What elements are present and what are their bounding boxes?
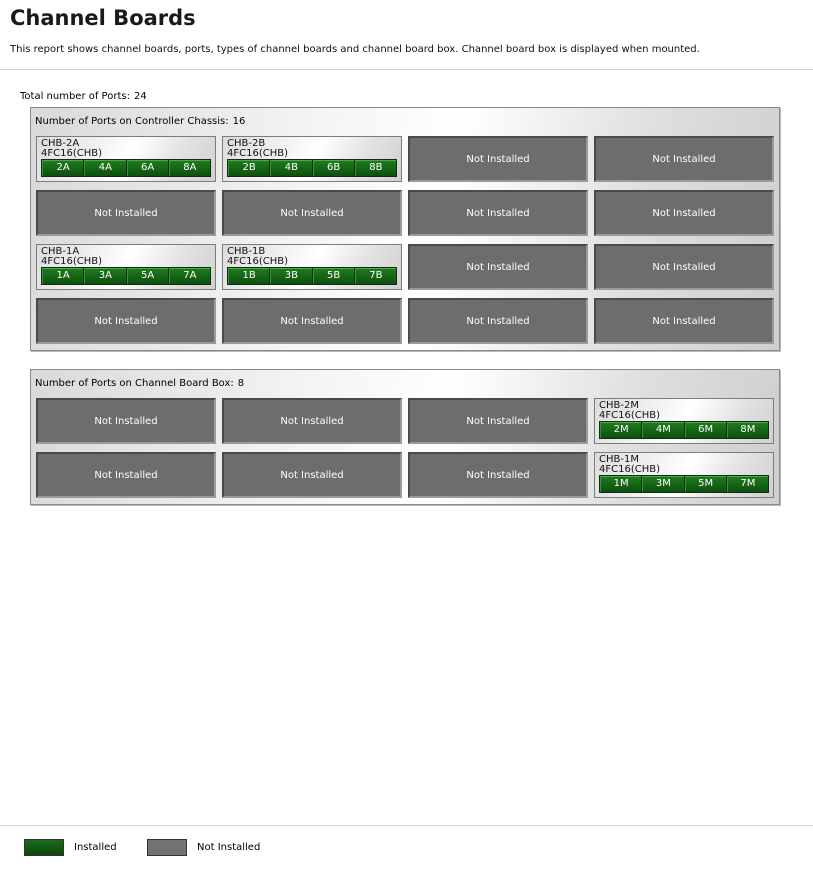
port-row xyxy=(227,267,397,285)
channel-board xyxy=(36,136,216,182)
board-name: CHB-2A xyxy=(41,138,80,149)
board-name: CHB-1M xyxy=(599,454,639,465)
not-installed-label: Not Installed xyxy=(466,261,530,273)
empty-slot xyxy=(222,298,402,344)
board-name: CHB-1B xyxy=(227,246,266,257)
controller-chassis-panel xyxy=(30,107,780,351)
not-installed-label: Not Installed xyxy=(652,153,716,165)
empty-slot xyxy=(408,244,588,290)
port-row xyxy=(599,421,769,439)
port[interactable]: 7M xyxy=(727,476,768,492)
channel-board-box-panel xyxy=(30,369,780,505)
empty-slot xyxy=(36,452,216,498)
board-type: 4FC16(CHB) xyxy=(599,410,660,421)
box-ports-value: 8 xyxy=(237,378,245,389)
port[interactable]: 1A xyxy=(42,268,83,284)
not-installed-label: Not Installed xyxy=(652,207,716,219)
empty-slot xyxy=(408,298,588,344)
board-type: 4FC16(CHB) xyxy=(41,148,102,159)
legend-installed-label: Installed xyxy=(74,842,117,853)
empty-slot xyxy=(222,452,402,498)
total-ports xyxy=(20,91,151,102)
port[interactable]: 3M xyxy=(642,476,683,492)
legend-not-installed-swatch xyxy=(147,839,187,856)
empty-slot xyxy=(408,136,588,182)
channel-board xyxy=(36,244,216,290)
port[interactable]: 4A xyxy=(84,160,125,176)
empty-slot xyxy=(222,190,402,236)
not-installed-label: Not Installed xyxy=(94,469,158,481)
port[interactable]: 6A xyxy=(127,160,168,176)
total-ports-label: Total number of Ports: xyxy=(20,91,130,102)
board-name: CHB-2M xyxy=(599,400,639,411)
header-divider xyxy=(0,69,813,70)
port[interactable]: 6B xyxy=(313,160,354,176)
port[interactable]: 2M xyxy=(600,422,641,438)
empty-slot xyxy=(594,136,774,182)
port-row xyxy=(227,159,397,177)
channel-board-box-slots xyxy=(36,398,774,498)
not-installed-label: Not Installed xyxy=(94,415,158,427)
total-ports-value: 24 xyxy=(133,91,147,102)
port[interactable]: 3B xyxy=(270,268,311,284)
empty-slot xyxy=(408,190,588,236)
port[interactable]: 6M xyxy=(685,422,726,438)
port[interactable]: 7A xyxy=(169,268,210,284)
port[interactable]: 2A xyxy=(42,160,83,176)
not-installed-label: Not Installed xyxy=(652,315,716,327)
port[interactable]: 7B xyxy=(355,268,396,284)
footer-divider xyxy=(0,825,813,826)
port[interactable]: 5A xyxy=(127,268,168,284)
port-row xyxy=(41,267,211,285)
port-row xyxy=(599,475,769,493)
not-installed-label: Not Installed xyxy=(94,315,158,327)
page-title: Channel Boards xyxy=(10,6,196,30)
legend-installed-swatch xyxy=(24,839,64,856)
not-installed-label: Not Installed xyxy=(280,315,344,327)
legend xyxy=(0,839,813,859)
empty-slot xyxy=(222,398,402,444)
port[interactable]: 8B xyxy=(355,160,396,176)
board-name: CHB-1A xyxy=(41,246,80,257)
channel-board-box-header xyxy=(35,378,248,389)
not-installed-label: Not Installed xyxy=(466,469,530,481)
port[interactable]: 8M xyxy=(727,422,768,438)
legend-not-installed-label: Not Installed xyxy=(197,842,261,853)
empty-slot xyxy=(594,244,774,290)
empty-slot xyxy=(594,298,774,344)
channel-board xyxy=(222,244,402,290)
board-type: 4FC16(CHB) xyxy=(227,256,288,267)
not-installed-label: Not Installed xyxy=(652,261,716,273)
channel-board xyxy=(594,452,774,498)
board-name: CHB-2B xyxy=(227,138,266,149)
board-type: 4FC16(CHB) xyxy=(227,148,288,159)
not-installed-label: Not Installed xyxy=(280,415,344,427)
port[interactable]: 4M xyxy=(642,422,683,438)
empty-slot xyxy=(594,190,774,236)
port[interactable]: 3A xyxy=(84,268,125,284)
not-installed-label: Not Installed xyxy=(280,207,344,219)
empty-slot xyxy=(408,452,588,498)
port[interactable]: 5B xyxy=(313,268,354,284)
board-type: 4FC16(CHB) xyxy=(41,256,102,267)
not-installed-label: Not Installed xyxy=(466,315,530,327)
not-installed-label: Not Installed xyxy=(280,469,344,481)
port[interactable]: 1B xyxy=(228,268,269,284)
port[interactable]: 1M xyxy=(600,476,641,492)
port[interactable]: 8A xyxy=(169,160,210,176)
controller-chassis-header xyxy=(35,116,249,127)
page-description: This report shows channel boards, ports, types of channel boards and channel board box. Channel board box is displayed when mounted. xyxy=(10,44,700,55)
board-type: 4FC16(CHB) xyxy=(599,464,660,475)
empty-slot xyxy=(36,398,216,444)
port[interactable]: 4B xyxy=(270,160,311,176)
empty-slot xyxy=(36,190,216,236)
not-installed-label: Not Installed xyxy=(466,207,530,219)
empty-slot xyxy=(36,298,216,344)
port[interactable]: 2B xyxy=(228,160,269,176)
controller-chassis-slots xyxy=(36,136,774,344)
chassis-ports-label: Number of Ports on Controller Chassis: xyxy=(35,116,229,127)
empty-slot xyxy=(408,398,588,444)
channel-board xyxy=(594,398,774,444)
not-installed-label: Not Installed xyxy=(466,153,530,165)
port-row xyxy=(41,159,211,177)
chassis-ports-value: 16 xyxy=(232,116,246,127)
not-installed-label: Not Installed xyxy=(94,207,158,219)
not-installed-label: Not Installed xyxy=(466,415,530,427)
box-ports-label: Number of Ports on Channel Board Box: xyxy=(35,378,234,389)
channel-board xyxy=(222,136,402,182)
port[interactable]: 5M xyxy=(685,476,726,492)
